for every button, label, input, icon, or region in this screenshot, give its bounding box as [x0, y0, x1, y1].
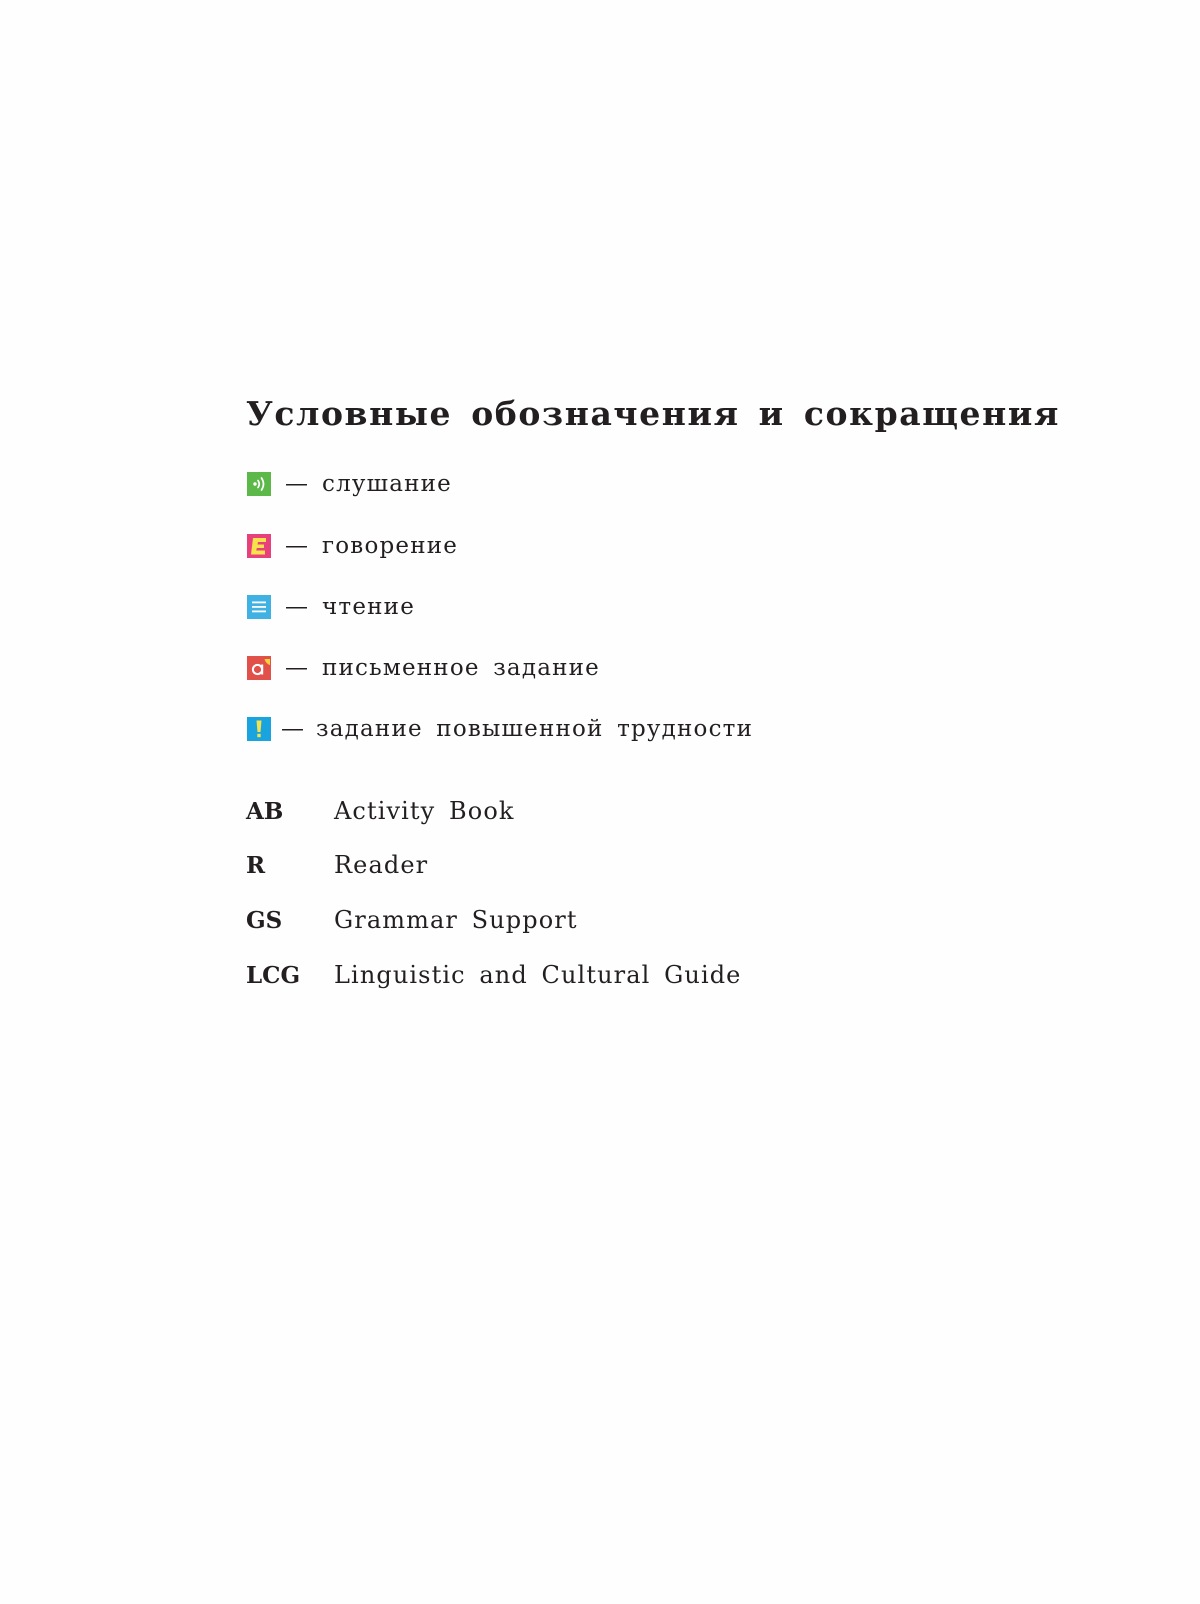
- writing-icon: [247, 656, 271, 680]
- legend-label: задание повышенной трудности: [316, 716, 754, 742]
- legend-item-listening: [247, 470, 452, 498]
- abbreviation-linguistic-cultural-guide: [246, 960, 742, 990]
- abbreviation-meaning: Linguistic and Cultural Guide: [334, 961, 742, 989]
- reading-icon: [247, 595, 271, 619]
- legend-label: письменное задание: [322, 655, 600, 681]
- page-title: Условные обозначения и сокращения: [246, 394, 1060, 433]
- legend-dash: —: [285, 533, 308, 559]
- legend-dash: —: [281, 716, 304, 742]
- abbreviation-code: GS: [246, 906, 283, 934]
- abbreviation-meaning: Reader: [334, 851, 429, 879]
- abbreviation-code: AB: [246, 797, 284, 825]
- legend-label: слушание: [322, 471, 452, 497]
- difficult-task-icon: [247, 717, 271, 741]
- abbreviation-reader: [246, 850, 428, 880]
- abbreviation-meaning: Activity Book: [334, 797, 515, 825]
- legend-dash: —: [285, 594, 308, 620]
- legend-item-speaking: [247, 532, 458, 560]
- abbreviation-code: LCG: [246, 961, 301, 989]
- abbreviation-meaning: Grammar Support: [334, 906, 578, 934]
- speaking-icon: [247, 534, 271, 558]
- legend-item-writing: [247, 654, 600, 682]
- abbreviation-grammar-support: [246, 905, 578, 935]
- listening-icon: [247, 472, 271, 496]
- abbreviation-code: R: [246, 851, 266, 879]
- legend-label: чтение: [322, 594, 416, 620]
- legend-dash: —: [285, 655, 308, 681]
- legend-label: говорение: [322, 533, 459, 559]
- legend-item-difficult-task: [247, 715, 753, 743]
- legend-dash: —: [285, 471, 308, 497]
- legend-item-reading: [247, 593, 415, 621]
- abbreviation-activity-book: [246, 796, 515, 826]
